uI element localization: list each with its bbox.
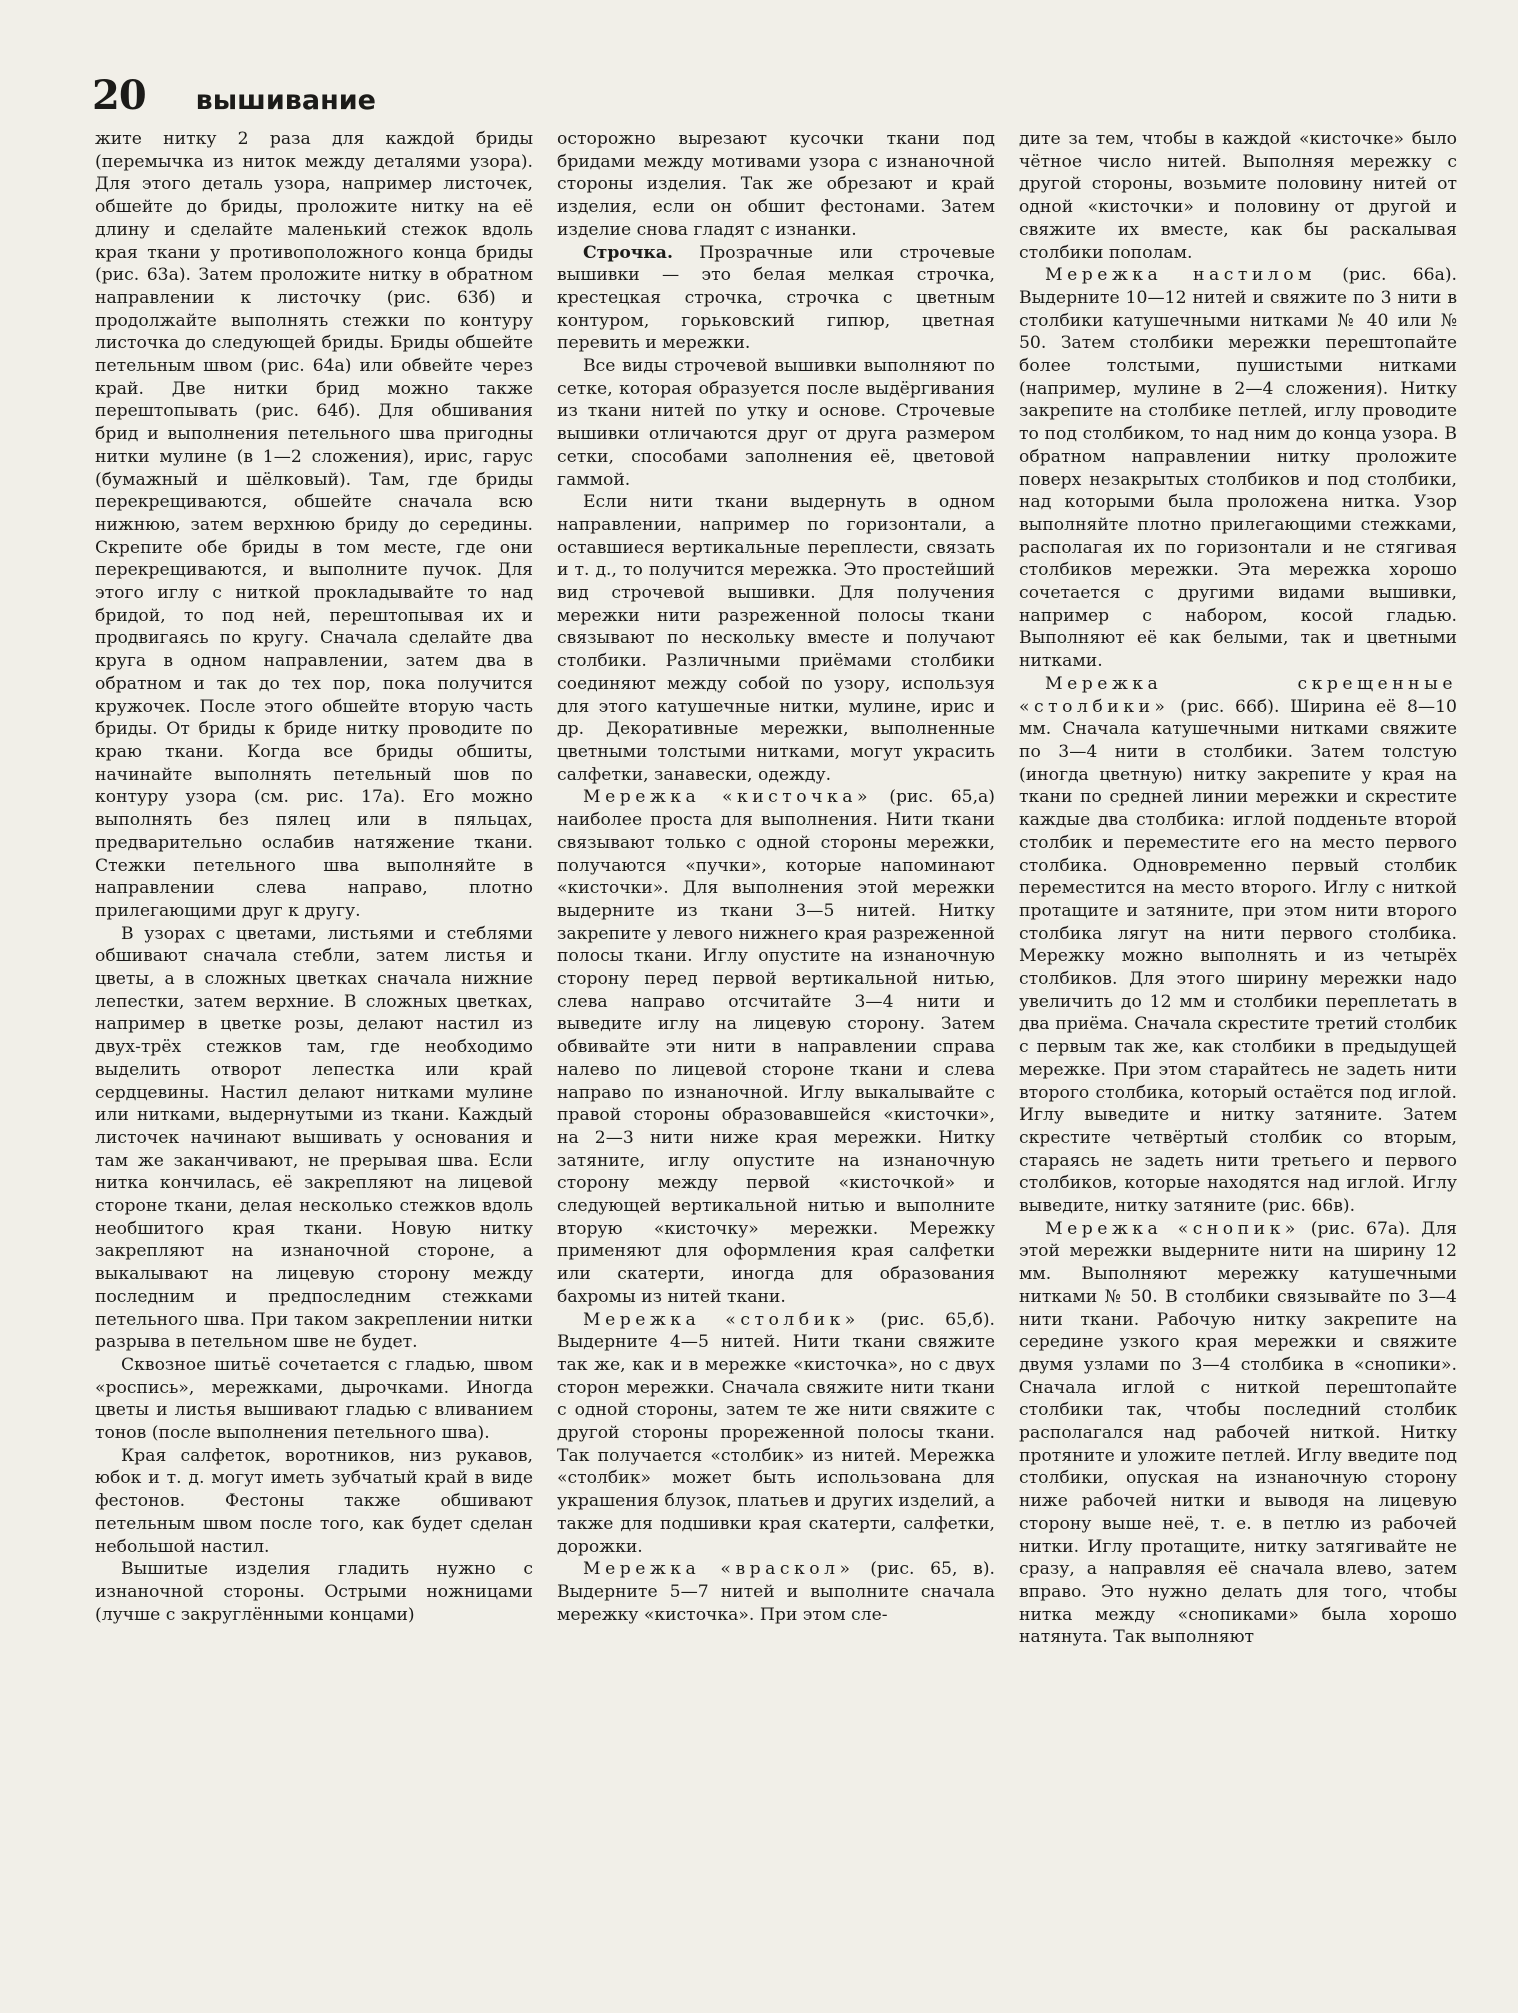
paragraph-text: (рис. 65,а) наиболее проста для выполнения. Нити ткани связывают только с одной стороны мережки, получаются «пучки», которые напоминают «кисточки». Для выполнения этой мережки выдерните из ткани 3—5 нитей. Нитку закрепите у левого нижнего края разреженной полосы ткани. Иглу опустите на изнаночную сторону перед первой вертикальной нитью, слева направо отсчитайте 3—4 нити и выведите иглу на лицевую сторону. Затем обвивайте эти нити в направлении справа налево по лицевой стороне ткани и слева направо по изнаночной. Иглу выкалывайте с правой стороны образовавшейся «кисточки», на 2—3 нити ниже края мережки. Нитку затяните, иглу опустите на изнаночную сторону между первой «кисточкой» и следующей вертикальной нитью и выполните вторую «кисточку» мережки. Мережку применяют для оформления края салфетки или скатерти, иногда для образования бахромы из нитей ткани. [557, 787, 995, 1307]
column-3 [1019, 128, 1457, 1649]
paragraph-text: (рис. 65,б). Выдерните 4—5 нитей. Нити ткани свяжите так же, как и в мережке «кисточка», но с двух сторон мережки. Сначала свяжите нити ткани с одной стороны, затем те же нити свяжите с другой стороны прореженной полосы ткани. Так получается «столбик» из нитей. Мережка «столбик» может быть использована для украшения блузок, платьев и других изделий, а также для подшивки края скатерти, салфетки, дорожки. [557, 1309, 995, 1557]
paragraph-text: дите за тем, чтобы в каждой «кисточке» было чётное число нитей. Выполняя мережку с другой стороны, возьмите половину нитей от одной «кисточки» и половину от другой и свяжите их вместе, как бы раскалывая столбики пополам. [1019, 129, 1457, 263]
paragraph [557, 242, 995, 356]
paragraph-text: В узорах с цветами, листьями и стеблями обшивают сначала стебли, затем листья и цветы, а в сложных цветках сначала нижние лепестки, затем верхние. В сложных цветках, например в цветке розы, делают настил из двух-трёх стежков там, где необходимо выделить отворот лепестка или край сердцевины. Настил делают нитками мулине или нитками, выдернутыми из ткани. Каждый листочек начинают вышивать у основания и там же заканчивают, не прерывая шва. Если нитка кончилась, её закрепляют на лицевой стороне ткани, делая несколько стежков вдоль необшитого края ткани. Новую нитку закрепляют на изнаночной стороне, а выкалывают на лицевую сторону между последним и предпоследним стежками петельного шва. При таком закреплении нитки разрыва в петельном шве не будет. [95, 923, 533, 1353]
page-header [92, 72, 376, 119]
spaced-term: Мережка «кисточка» [583, 787, 873, 808]
paragraph-text: Сквозное шитьё сочетается с гладью, швом «роспись», мережками, дырочками. Иногда цветы и листья вышивают гладью с вливанием тонов (после выполнения петельного шва). [95, 1354, 533, 1444]
paragraph-text: осторожно вырезают кусочки ткани под бридами между мотивами узора с изнаночной стороны изделия. Так же обрезают и край изделия, если он обшит фестонами. Затем изделие снова гладят с изнанки. [557, 129, 995, 240]
paragraph [557, 786, 995, 1308]
paragraph [557, 1309, 995, 1559]
paragraph-text: (рис. 66а). Выдерните 10—12 нитей и свяжите по 3 нити в столбики катушечными нитками № 40 или № 50. Затем столбики мережки перештопайте более толстыми, пушистыми нитками (например, мулине в 2—4 сложения). Нитку закрепите на столбике петлей, иглу проводите то под столбиком, то над ним до конца узора. В обратном направлении нитку проложите поверх незакрытых столбиков и под столбики, над которыми была проложена нитка. Узор выполняйте плотно прилегающими стежками, располагая их по горизонтали и не стягивая столбиков мережки. Эта мережка хорошо сочетается с другими видами вышивки, например с набором, косой гладью. Выполняют её как белыми, так и цветными нитками. [1019, 265, 1457, 672]
column-1 [95, 128, 533, 1626]
page-number: 20 [92, 72, 146, 119]
paragraph-text: Все виды строчевой вышивки выполняют по сетке, которая образуется после выдёргивания из ткани нитей по утку и основе. Строчевые вышивки отличаются друг от друга размером сетки, способами заполнения её, цветовой гаммой. [557, 356, 995, 490]
paragraph [95, 1354, 533, 1445]
section-title: вышивание [195, 85, 376, 116]
paragraph [557, 491, 995, 786]
spaced-term: Мережка «враскол» [583, 1559, 855, 1580]
spaced-term: Мережка «столбик» [583, 1309, 860, 1330]
spaced-term: Мережка настилом [1045, 265, 1316, 286]
paragraph [557, 128, 995, 242]
paragraph-text: Прозрачные или строчевые вышивки — это белая мелкая строчка, крестецкая строчка, строчка с цветным контуром, горьковский гипюр, цветная перевить и мережки. [557, 242, 995, 354]
paragraph [1019, 128, 1457, 264]
paragraph [1019, 1218, 1457, 1649]
paragraph [557, 1558, 995, 1626]
paragraph-text: (рис. 65, в). Выдерните 5—7 нитей и выполните сначала мережку «кисточка». При этом сле- [557, 1559, 995, 1625]
paragraph [95, 923, 533, 1354]
paragraph [95, 1558, 533, 1626]
paragraph-text: (рис. 66б). Ширина её 8—10 мм. Сначала катушечными нитками свяжите по 3—4 нити в столбики. Затем толстую (иногда цветную) нитку закрепите у края на ткани по средней линии мережки и скрестите каждые два столбика: иглой подденьте второй столбик и переместите его на место первого столбика. Одновременно первый столбик переместится на место второго. Иглу с ниткой протащите и затяните, при этом нити второго столбика лягут на нити первого столбика. Мережку можно выполнять и из четырёх столбиков. Для этого ширину мережки надо увеличить до 12 мм и столбики переплетать в два приёма. Сначала скрестите третий столбик с первым так же, как столбики в предыдущей мережке. При этом старайтесь не задеть нити второго столбика, который остаётся под иглой. Иглу выведите и нитку затяните. Затем скрестите четвёртый столбик со вторым, стараясь не задеть нити третьего и первого столбиков, которые находятся над иглой. Иглу выведите, нитку затяните (рис. 66в). [1019, 696, 1457, 1217]
run-in-heading: Строчка. [583, 242, 673, 263]
spaced-term: Мережка «снопик» [1045, 1218, 1300, 1239]
text-columns [95, 128, 1465, 1998]
paragraph-text: Если нити ткани выдернуть в одном направлении, например по горизонтали, а оставшиеся вертикальные переплести, связать и т. д., то получится мережка. Это простейший вид строчевой вышивки. Для получения мережки нити разреженной полосы ткани связывают по нескольку вместе и получают столбики. Различными приёмами столбики соединяют между собой по узору, используя для этого катушечные нитки, мулине, ирис и др. Декоративные мережки, выполненные цветными толстыми нитками, могут украсить салфетки, занавески, одежду. [557, 492, 995, 785]
paragraph [95, 1445, 533, 1559]
paragraph-text: Края салфеток, воротников, низ рукавов, юбок и т. д. могут иметь зубчатый край в виде фестонов. Фестоны также обшивают петельным швом после того, как будет сделан небольшой настил. [95, 1445, 533, 1557]
paragraph-text: жите нитку 2 раза для каждой бриды (перемычка из ниток между деталями узора). Для этого деталь узора, например листочек, обшейте до бриды, проложите нитку на её длину и сделайте маленький стежок вдоль края ткани у противоположного конца бриды (рис. 63а). Затем проложите нитку в обратном направлении к листочку (рис. 63б) и продолжайте выполнять стежки по контуру листочка до следующей бриды. Бриды обшейте петельным швом (рис. 64а) или обвейте через край. Две нитки брид можно также перештопывать (рис. 64б). Для обшивания брид и выполнения петельного шва пригодны нитки мулине (в 1—2 сложения), ирис, гарус (бумажный и шёлковый). Там, где бриды перекрещиваются, обшейте сначала всю нижнюю, затем верхнюю бриду до середины. Скрепите обе бриды в том месте, где они перекрещиваются, и выполните пучок. Для этого иглу с ниткой прокладывайте то над бридой, то под ней, перештопывая их и продвигаясь по кругу. Сначала сделайте два круга в одном направлении, затем два в обратном и так до тех пор, пока получится кружочек. После этого обшейте вторую часть бриды. От бриды к бриде нитку проводите по краю ткани. Когда все бриды обшиты, начинайте выполнять петельный шов по контуру узора (см. рис. 17а). Его можно выполнять без пялец или в пяльцах, предварительно ослабив натяжение ткани. Стежки петельного шва выполняйте в направлении слева направо, плотно прилегающими друг к другу. [95, 129, 533, 921]
paragraph [95, 128, 533, 923]
spaced-term: Мережка скрещенные «столбики» [1019, 673, 1457, 717]
paragraph-text: Вышитые изделия гладить нужно с изнаночной стороны. Острыми ножницами (лучше с закруглёнными концами) [95, 1559, 533, 1625]
column-2 [557, 128, 995, 1626]
paragraph [1019, 673, 1457, 1218]
paragraph [557, 355, 995, 491]
paragraph [1019, 264, 1457, 673]
paragraph-text: (рис. 67а). Для этой мережки выдерните нити на ширину 12 мм. Выполняют мережку катушечными нитками № 50. В столбики связывайте по 3—4 нити ткани. Рабочую нитку закрепите на середине узкого края мережки и свяжите двумя узлами по 3—4 столбика в «снопики». Сначала иглой с ниткой перештопайте столбики так, чтобы последний столбик располагался над рабочей ниткой. Нитку протяните и уложите петлей. Иглу введите под столбики, опуская на изнаночную сторону ниже рабочей нитки и выводя на лицевую сторону выше неё, т. е. в петлю из рабочей нитки. Иглу протащите, нитку затягивайте не сразу, а направляя её сначала влево, затем вправо. Это нужно делать для того, чтобы нитка между «снопиками» была хорошо натянута. Так выполняют [1019, 1218, 1457, 1648]
